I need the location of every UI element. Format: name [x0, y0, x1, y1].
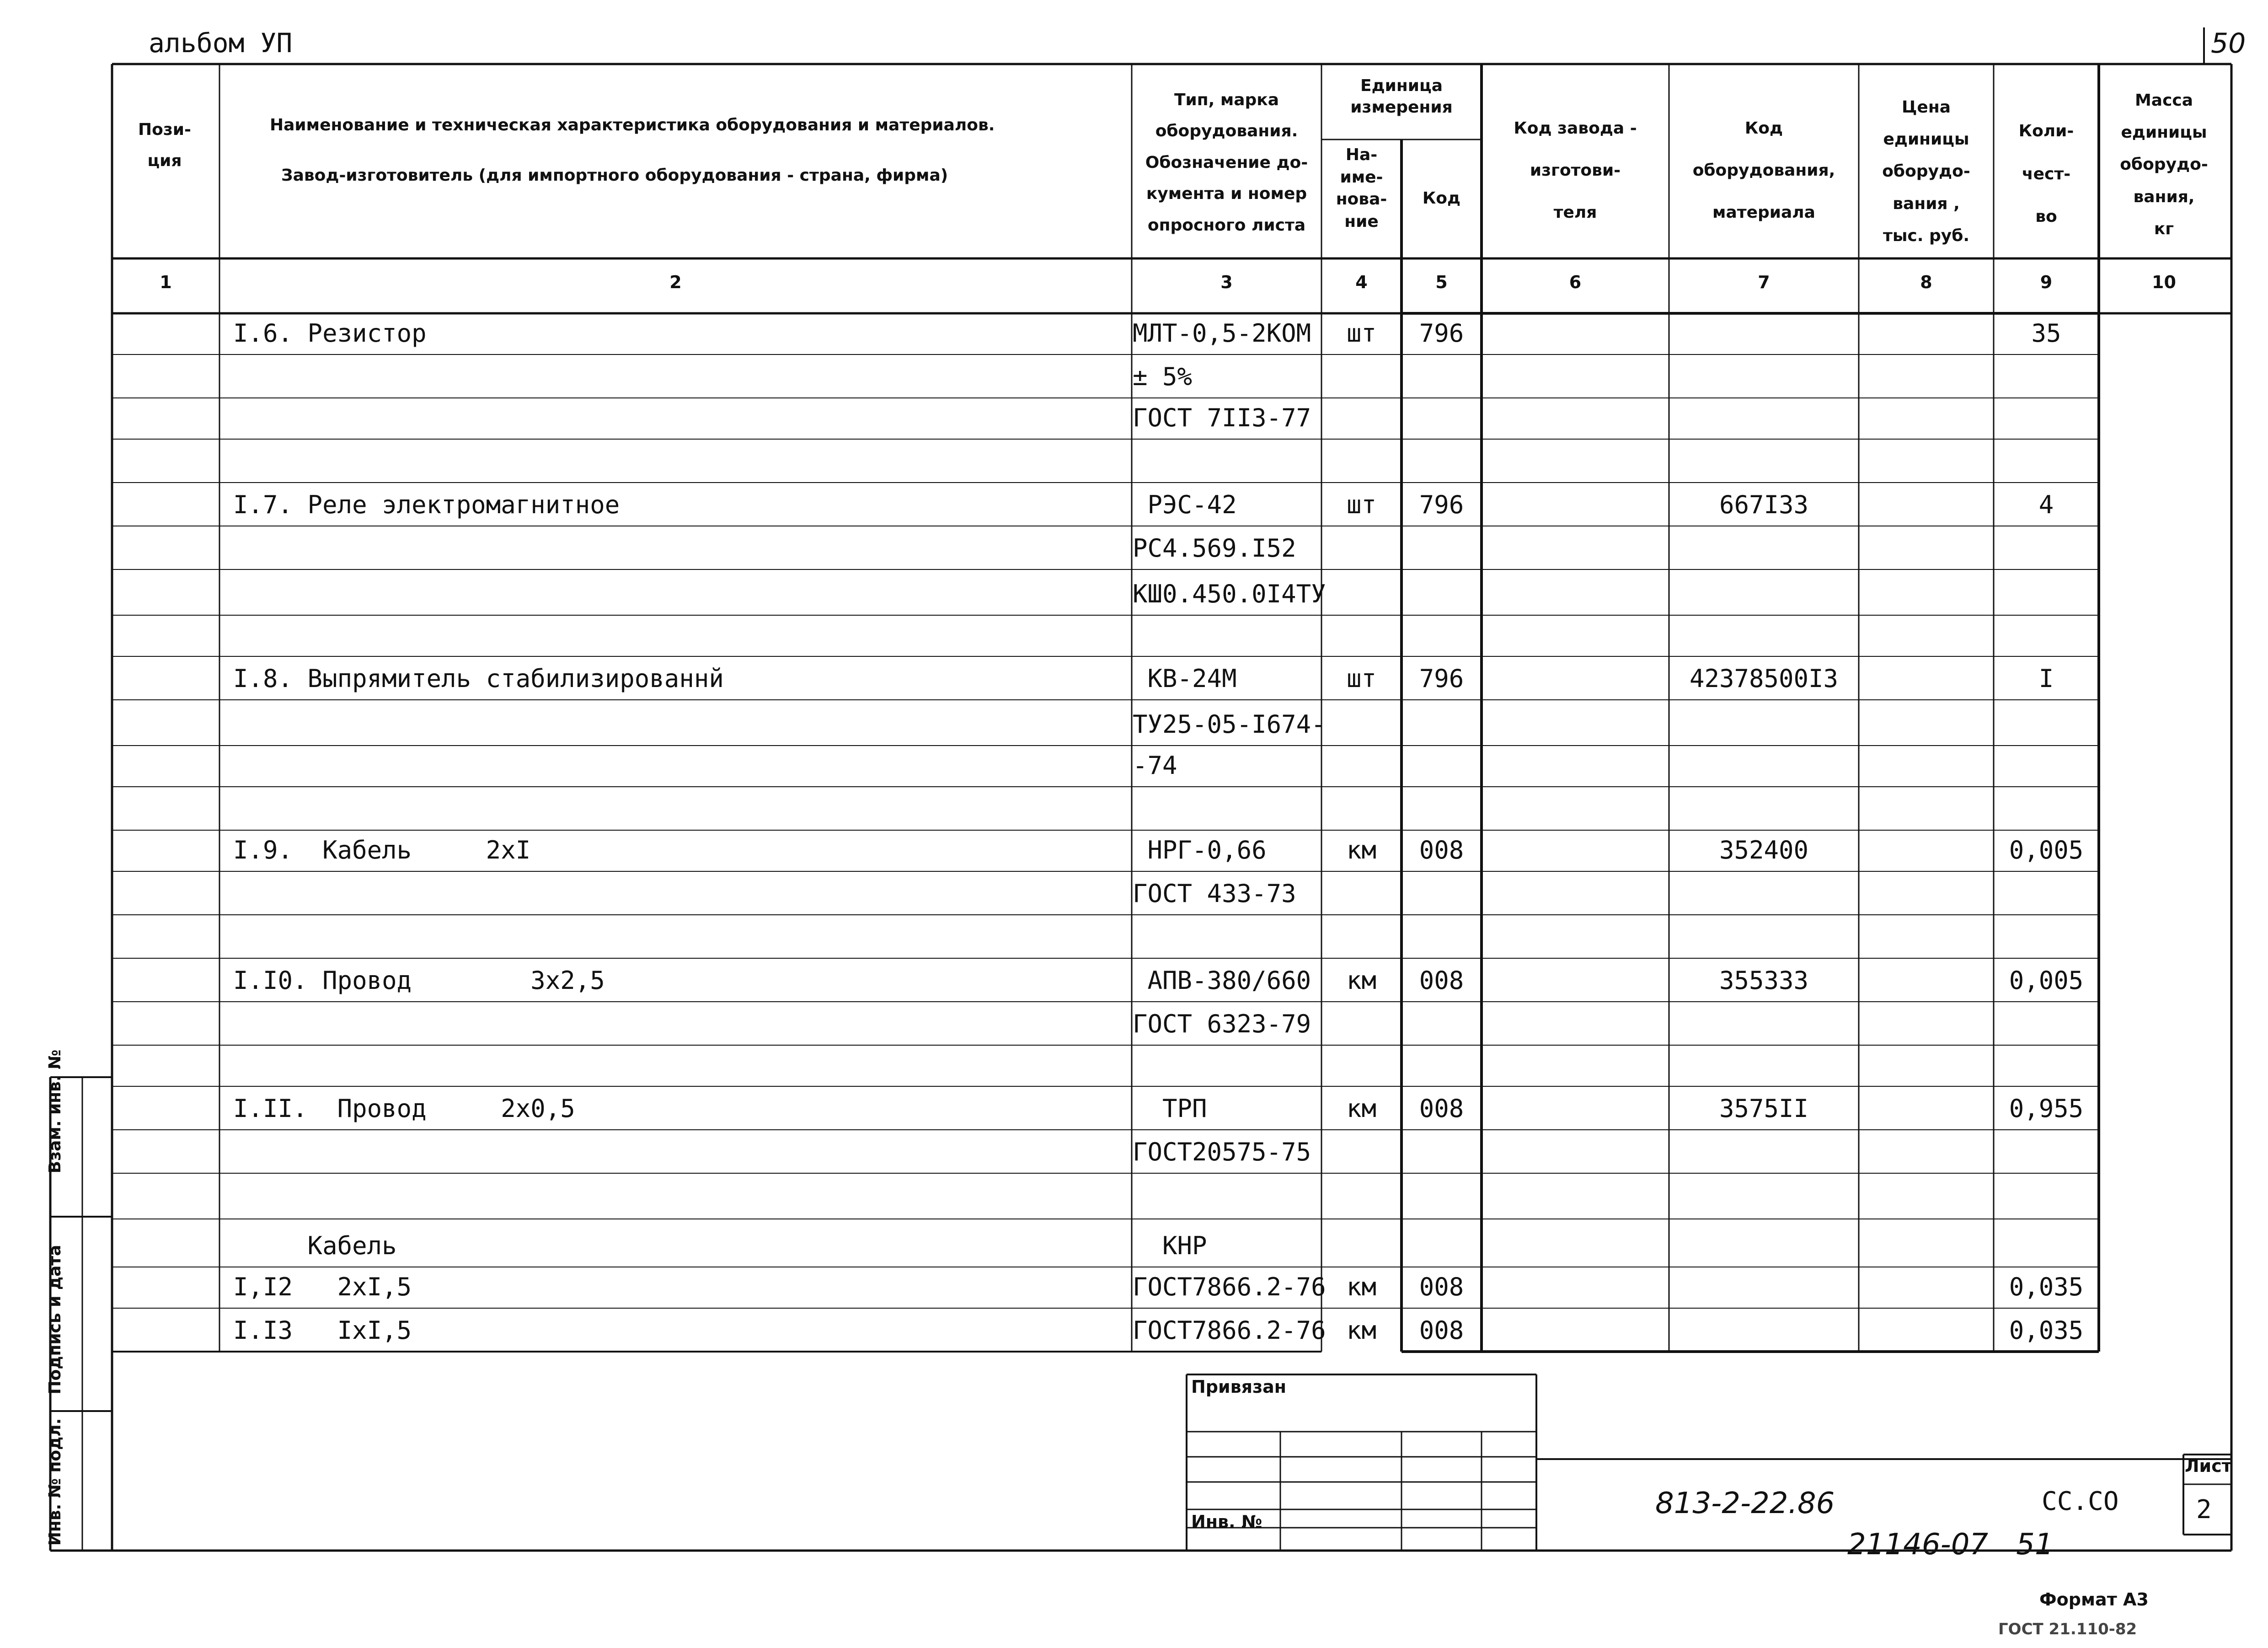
- cell-type: ТРП: [1133, 1094, 1207, 1123]
- cell-type: ГОСТ 7II3-77: [1133, 403, 1311, 432]
- stamp-vzam-inv: Взам. инв. №: [46, 1049, 64, 1174]
- column-number: 8: [1920, 272, 1932, 292]
- title-doc-code: 813-2-22.86: [1655, 1487, 1835, 1520]
- cell-equip_code: 667I33: [1719, 490, 1809, 519]
- header-quantity: Коли- чест- во: [2018, 122, 2074, 226]
- cell-unit: км: [1346, 966, 1377, 995]
- page-number: 50: [2211, 27, 2246, 59]
- header-position: Пози- ция: [138, 120, 191, 171]
- cell-code: 008: [1419, 966, 1464, 995]
- stamp-podpis-data: Подпись и дата: [46, 1245, 64, 1395]
- cell-qty: 35: [2031, 319, 2061, 348]
- header-unit-code: Код: [1422, 189, 1461, 208]
- column-number: 2: [669, 272, 682, 292]
- cell-type: РЭС-42: [1133, 490, 1237, 519]
- header-name-line1: Наименование и техническая характеристика оборудования и материалов.: [270, 116, 995, 134]
- cell-unit: шт: [1346, 319, 1377, 348]
- column-number: 7: [1758, 272, 1770, 292]
- cell-name: I,I2 2xI,5: [233, 1272, 412, 1301]
- cell-qty: 4: [2038, 490, 2054, 519]
- cell-type: ГОСТ7866.2-76: [1133, 1272, 1326, 1301]
- cell-type: ± 5%: [1133, 362, 1193, 391]
- cell-equip_code: 3575II: [1719, 1094, 1809, 1123]
- cell-unit: шт: [1346, 490, 1377, 519]
- cell-unit: км: [1346, 1272, 1377, 1301]
- cell-code: 008: [1419, 1272, 1464, 1301]
- cell-name: I.I3 IxI,5: [233, 1316, 412, 1345]
- header-unit-name: На- име- нова- ние: [1336, 145, 1387, 231]
- cell-code: 008: [1419, 836, 1464, 864]
- header-type: Тип, марка оборудования. Обозначение до- кумента и номер опросного листа: [1145, 91, 1308, 235]
- title-privyazan: Привязан: [1191, 1377, 1287, 1397]
- cell-type: АПВ-380/660: [1133, 966, 1311, 995]
- title-sheet-number: 2: [2196, 1495, 2212, 1525]
- column-number: 4: [1355, 272, 1368, 292]
- cell-code: 796: [1419, 319, 1464, 348]
- cell-qty: 0,005: [2009, 966, 2084, 995]
- cell-type: КНР: [1133, 1231, 1207, 1260]
- cell-type: МЛТ-0,5-2КОМ: [1133, 319, 1311, 348]
- cell-type: ГОСТ 6323-79: [1133, 1009, 1311, 1038]
- cell-type: ГОСТ20575-75: [1133, 1138, 1311, 1166]
- cell-name: Кабель: [233, 1231, 397, 1260]
- cell-type: ГОСТ 433-73: [1133, 879, 1296, 908]
- cell-name: I.II. Провод 2x0,5: [233, 1094, 575, 1123]
- column-number: 10: [2152, 272, 2176, 292]
- cell-qty: 0,005: [2009, 836, 2084, 864]
- header-name-line2: Завод-изготовитель (для импортного оборудования - страна, фирма): [281, 166, 948, 185]
- cell-type: РС4.569.I52: [1133, 534, 1296, 563]
- column-number: 9: [2040, 272, 2053, 292]
- cell-type: ТУ25-05-I674-: [1133, 710, 1326, 739]
- header-unit-group: Единица измерения: [1350, 76, 1453, 117]
- column-number: 1: [160, 272, 172, 292]
- cell-code: 796: [1419, 664, 1464, 693]
- cell-type: КВ-24М: [1133, 664, 1237, 693]
- cell-code: 796: [1419, 490, 1464, 519]
- header-mass: Масса единицы оборудо- вания, кг: [2120, 91, 2208, 238]
- album-label: альбом УП: [149, 27, 293, 59]
- cell-qty: 0,035: [2009, 1316, 2084, 1345]
- cell-unit: км: [1346, 1316, 1377, 1345]
- cell-equip_code: 42378500I3: [1689, 664, 1839, 693]
- cell-qty: 0,035: [2009, 1272, 2084, 1301]
- cell-type: НРГ-0,66: [1133, 836, 1267, 864]
- column-number: 3: [1220, 272, 1233, 292]
- cell-name: I.9. Кабель 2xI: [233, 836, 531, 864]
- cell-name: I.8. Выпрямитель стабилизированнй: [233, 664, 724, 693]
- title-inv-no: Инв. №: [1191, 1512, 1262, 1532]
- cell-unit: км: [1346, 1094, 1377, 1123]
- cell-type: ГОСТ7866.2-76: [1133, 1316, 1326, 1345]
- cell-qty: I: [2038, 664, 2054, 693]
- cell-qty: 0,955: [2009, 1094, 2084, 1123]
- cell-name: I.I0. Провод 3x2,5: [233, 966, 605, 995]
- cell-code: 008: [1419, 1094, 1464, 1123]
- title-sheet-label: Лист: [2185, 1456, 2232, 1476]
- format-label: Формат А3: [2039, 1589, 2149, 1610]
- cell-unit: шт: [1346, 664, 1377, 693]
- cell-unit: км: [1346, 836, 1377, 864]
- footer-standard: ГОСТ 21.110-82: [1998, 1620, 2137, 1638]
- cell-equip_code: 355333: [1719, 966, 1809, 995]
- header-price: Цена единицы оборудо- вания , тыс. руб.: [1882, 98, 1970, 245]
- cell-name: I.7. Реле электромагнитное: [233, 490, 620, 519]
- cell-name: I.6. Резистор: [233, 319, 427, 348]
- cell-equip_code: 352400: [1719, 836, 1809, 864]
- column-number: 5: [1435, 272, 1448, 292]
- column-number: 6: [1569, 272, 1582, 292]
- header-equipment-code: Код оборудования, материала: [1692, 119, 1835, 222]
- cell-type: -74: [1133, 751, 1177, 780]
- cell-code: 008: [1419, 1316, 1464, 1345]
- title-sheet-mark: СС.СО: [2042, 1487, 2119, 1516]
- header-plant-code: Код завода - изготови- теля: [1514, 119, 1637, 222]
- handwritten-inventory-number: 21146-07 51: [1847, 1528, 2054, 1562]
- stamp-inv-podl: Инв. № подл.: [46, 1418, 64, 1546]
- cell-type: КШ0.450.0I4ТУ: [1133, 580, 1326, 608]
